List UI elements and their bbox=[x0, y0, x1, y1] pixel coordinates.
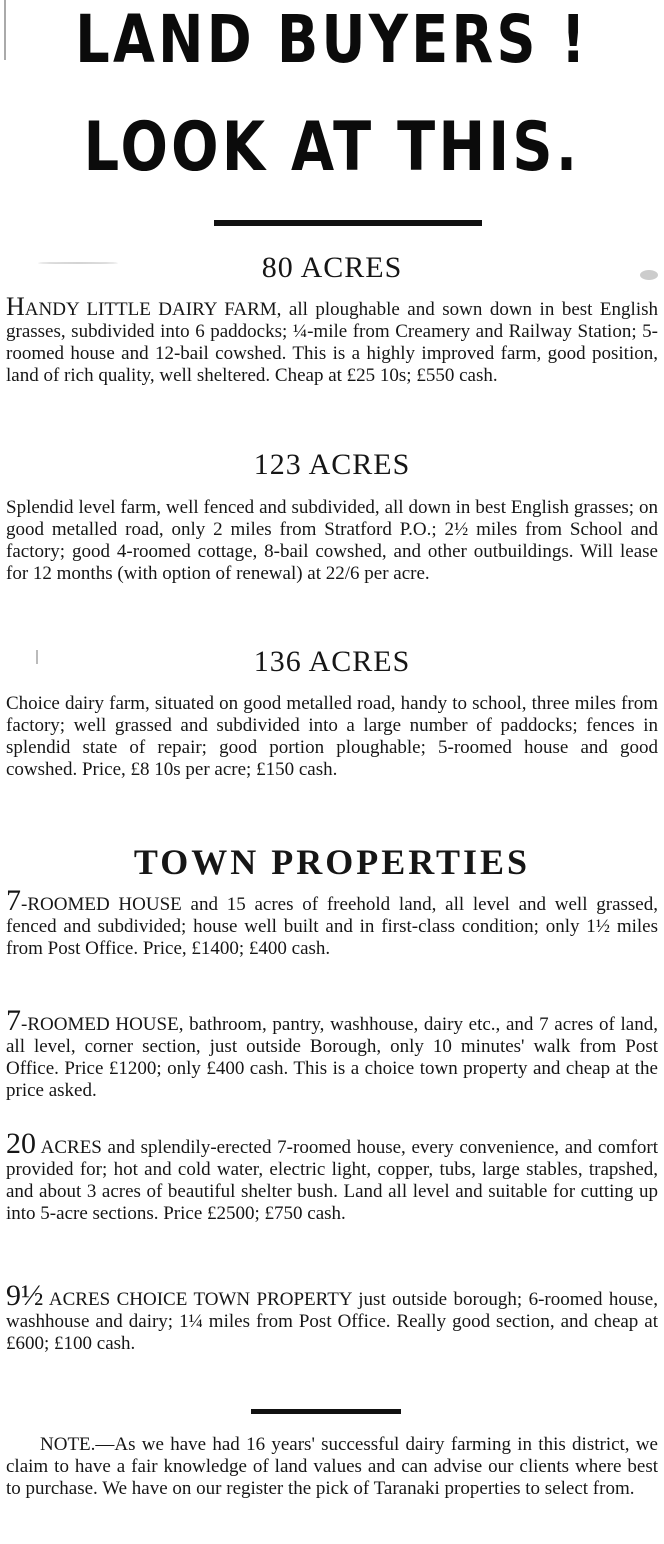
town-item-text: -ROOMED HOUSE, bathroom, pantry, washhouse, dairy etc., and 7 acres of land, all level, corner section, just outside Borough, only 10 minutes' walk from Post Office. Price £1200; only £400 cash. This is a choice town property and cheap at the price asked. bbox=[6, 1014, 658, 1101]
listing-body-123-acres: Splendid level farm, well fenced and subdivided, all down in best English grasses; on good metalled road, only 2 miles from Stratford P.O.; 2½ miles from School and factory; good 4-roomed cottage, 8-bail cowshed, and other outbuildings. Will lease for 12 months (with option of renewal) at 22/6 per acre. bbox=[6, 497, 658, 584]
listing-title-136-acres: 136 ACRES bbox=[253, 645, 411, 678]
town-item-text: ACRES and splendily-erected 7-roomed house, every convenience, and comfort provided for; hot and cold water, electric light, copper, tubs, large stables, trapshed, and about 3 acres of beautiful shelter bush. Land all level and suitable for cutting up into 5-acre sections. Price £2500; £750 cash. bbox=[6, 1137, 658, 1224]
listing-body-80-acres bbox=[6, 292, 658, 387]
divider-rule-bottom bbox=[251, 1409, 401, 1414]
town-properties-heading: TOWN PROPERTIES bbox=[133, 842, 531, 882]
listing-text: ANDY LITTLE DAIRY FARM, all ploughable and sown down in best English grasses, subdivided into 6 paddocks; ¼-mile from Creamery and Railway Station; 5-roomed house and 12-bail cowshed. This is a highly improved farm, good position, land of rich quality, well sheltered. Cheap at £25 10s; £550 cash. bbox=[6, 299, 658, 386]
town-item-3 bbox=[6, 1127, 658, 1225]
town-item-text: -ROOMED HOUSE and 15 acres of freehold land, all level and well grassed, fenced and subdivided; house well built and in first-class condition; only 1½ miles from Post Office. Price, £1400; £400 cash. bbox=[6, 894, 658, 959]
town-item-1 bbox=[6, 884, 658, 960]
headline-line-2: LOOK AT THIS. bbox=[83, 108, 581, 187]
drop-lead-numeral: 20 bbox=[6, 1127, 36, 1160]
print-speck bbox=[4, 0, 6, 60]
drop-lead-numeral: 9½ bbox=[6, 1279, 44, 1312]
town-item-4 bbox=[6, 1279, 658, 1355]
town-item-text: ACRES CHOICE TOWN PROPERTY just outside borough; 6-roomed house, washhouse and dairy; 1¼ miles from Post Office. Really good section, and cheap at £600; £100 cash. bbox=[6, 1289, 658, 1354]
headline-line-1: LAND BUYERS ! bbox=[75, 1, 589, 78]
print-speck bbox=[640, 270, 658, 280]
divider-rule-top bbox=[214, 220, 482, 226]
drop-lead-letter: H bbox=[6, 292, 25, 321]
town-item-2 bbox=[6, 1004, 658, 1102]
print-speck bbox=[36, 650, 38, 664]
drop-lead-numeral: 7 bbox=[6, 1004, 21, 1037]
listing-title-123-acres: 123 ACRES bbox=[253, 448, 411, 481]
print-speck bbox=[38, 262, 118, 264]
listing-title-80-acres: 80 ACRES bbox=[261, 251, 403, 284]
listing-body-136-acres: Choice dairy farm, situated on good metalled road, handy to school, three miles from factory; well grassed and subdivided into a large number of paddocks; fences in splendid state of repair; good portion ploughable; 5-roomed house and good cowshed. Price, £8 10s per acre; £150 cash. bbox=[6, 693, 658, 780]
drop-lead-numeral: 7 bbox=[6, 884, 21, 917]
closing-note: NOTE.—As we have had 16 years' successful dairy farming in this district, we claim to have a fair knowledge of land values and can advise our clients where best to purchase. We have on our register the pick of Taranaki properties to select from. bbox=[6, 1434, 658, 1499]
